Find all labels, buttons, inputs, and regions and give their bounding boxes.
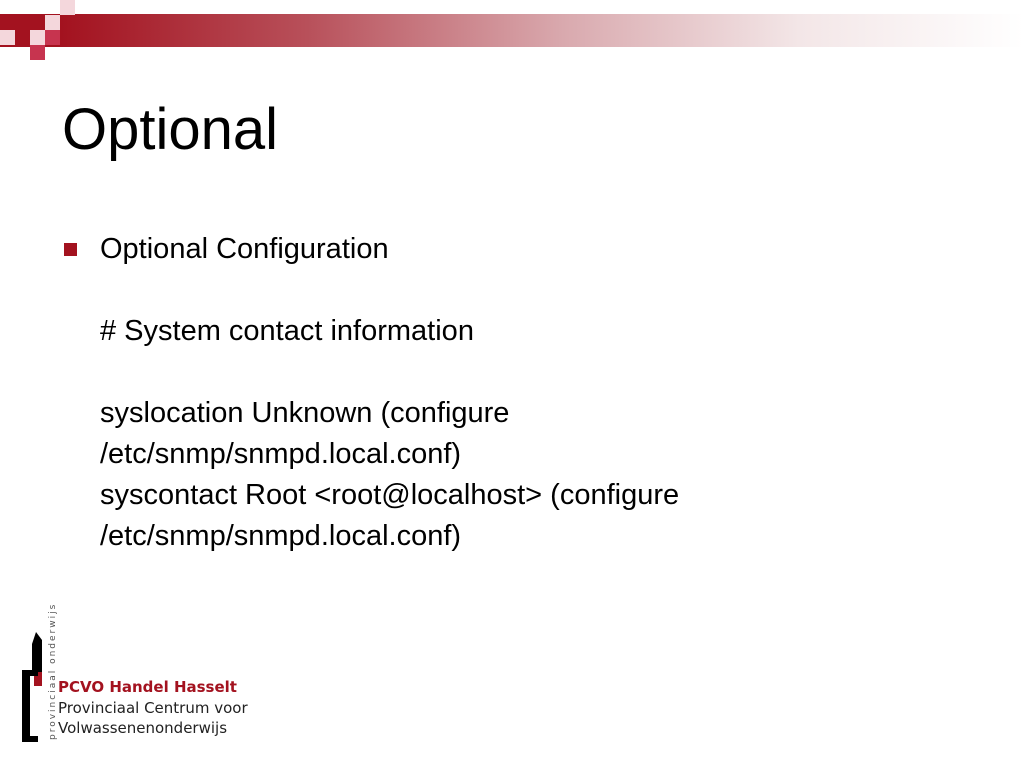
logo-subtitle: Provinciaal Centrum voor <box>58 699 248 717</box>
decor-square <box>60 0 75 15</box>
body-line: syslocation Unknown (configure <box>100 397 510 429</box>
decor-square <box>15 15 30 30</box>
body-line: # System contact information <box>100 315 474 347</box>
logo-text <box>58 677 248 738</box>
body-line: /etc/snmp/snmpd.local.conf) <box>100 520 462 552</box>
decor-square <box>30 45 45 60</box>
decor-square <box>45 15 60 30</box>
body-line: syscontact Root <root@localhost> (configure <box>100 479 680 511</box>
logo-vertical-label: provinciaal onderwijs <box>48 602 58 740</box>
body-line <box>100 352 1000 393</box>
bullet-square-icon <box>64 243 77 256</box>
logo-name: PCVO Handel Hasselt <box>58 678 237 696</box>
slide-body <box>100 229 1000 557</box>
header-gradient-band <box>0 14 1024 47</box>
slide-title: Optional <box>62 97 279 162</box>
logo-subtitle: Volwassenenonderwijs <box>58 719 228 737</box>
body-line: Optional Configuration <box>100 233 389 265</box>
decor-square <box>0 30 15 45</box>
body-line: /etc/snmp/snmpd.local.conf) <box>100 438 462 470</box>
decor-square <box>30 30 45 45</box>
body-line <box>100 270 1000 311</box>
decor-square <box>45 30 60 45</box>
